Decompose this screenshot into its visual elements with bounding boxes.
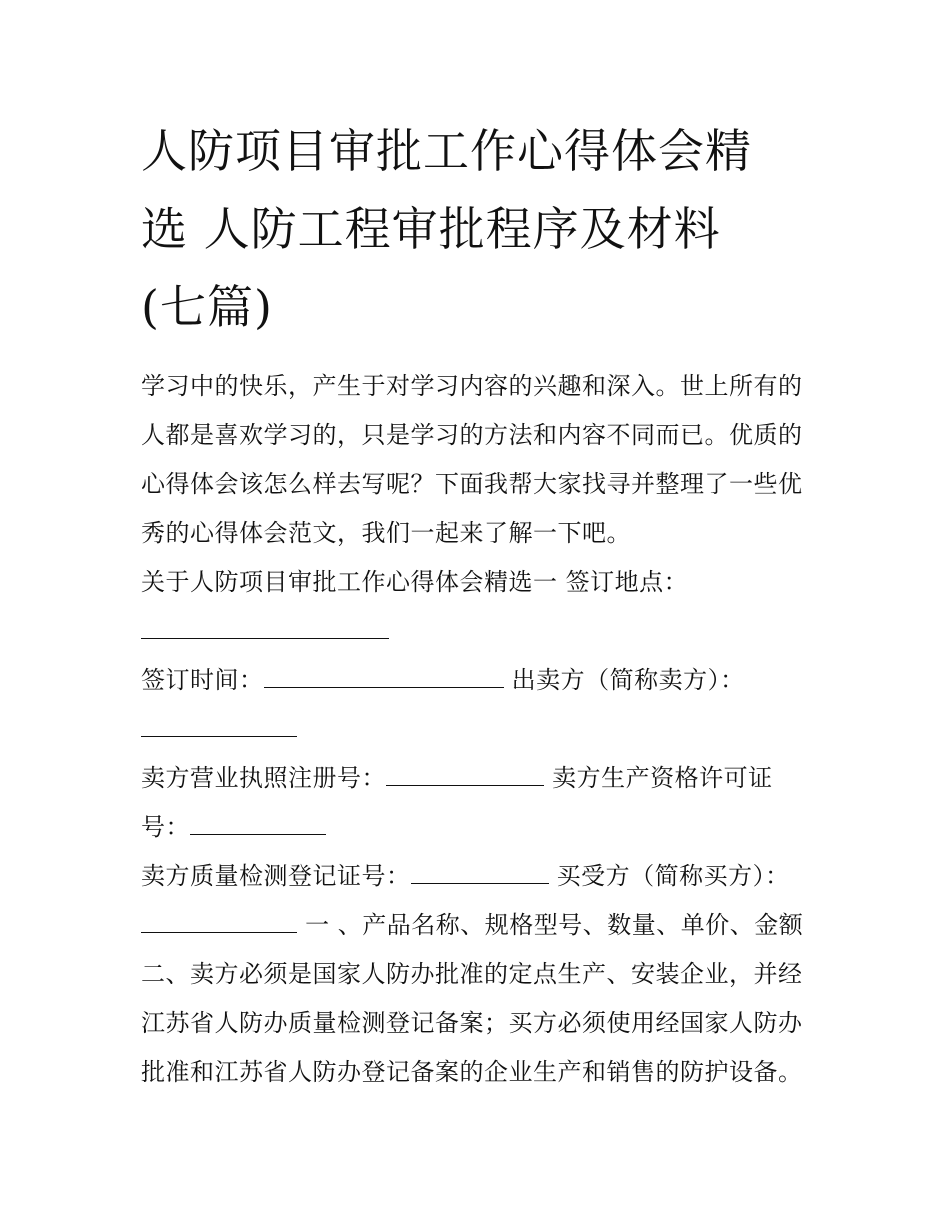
seller-license-line	[141, 754, 821, 803]
clause-line: 二、卖方必须是国家人防办批准的定点生产、安装企业，并经	[141, 960, 803, 988]
title-line: 人防项目审批工作心得体会精	[141, 124, 752, 178]
item-one: 一 、产品名称、规格型号、数量、单价、金额	[297, 911, 804, 939]
seller-blank-line	[141, 705, 821, 754]
seller-permit-blank	[190, 810, 326, 835]
buyer-label: 买受方（简称买方）：	[548, 862, 790, 890]
seller-permit-label-cont: 号：	[141, 813, 190, 841]
clause-line: 江苏省人防办质量检测登记备案；买方必须使用经国家人防办	[141, 1009, 803, 1037]
seller-quality-line	[141, 852, 821, 901]
title-line: (七篇)	[141, 280, 273, 334]
buyer-line	[141, 901, 821, 950]
seller-permit-label: 卖方生产资格许可证	[544, 764, 773, 792]
sign-time-label: 签订时间：	[141, 666, 264, 694]
sign-place-blank-line	[141, 607, 821, 656]
seller-permit-line	[141, 803, 821, 852]
sign-place-blank	[141, 614, 389, 639]
intro-line: 学习中的快乐，产生于对学习内容的兴趣和深入。世上所有的	[141, 372, 803, 400]
intro-line: 人都是喜欢学习的，只是学习的方法和内容不同而已。优质的	[141, 421, 803, 449]
sign-time-blank	[264, 663, 504, 688]
buyer-blank	[141, 908, 297, 933]
seller-quality-blank	[411, 859, 549, 884]
intro-line: 秀的心得体会范文，我们一起来了解一下吧。	[141, 519, 631, 547]
clause-line: 批准和江苏省人防办登记备案的企业生产和销售的防护设备。	[141, 1058, 803, 1086]
sign-time-line	[141, 656, 821, 705]
title-line: 选 人防工程审批程序及材料	[141, 202, 721, 256]
seller-license-label: 卖方营业执照注册号：	[141, 764, 386, 792]
seller-label: 出卖方（简称卖方）：	[503, 666, 745, 694]
seller-blank	[141, 712, 297, 737]
document-title	[141, 112, 821, 346]
document-body	[141, 362, 821, 1097]
document-page	[141, 112, 821, 1097]
intro-line: 心得体会该怎么样去写呢？下面我帮大家找寻并整理了一些优	[141, 470, 803, 498]
seller-quality-label: 卖方质量检测登记证号：	[141, 862, 411, 890]
section-heading: 关于人防项目审批工作心得体会精选一 签订地点：	[141, 568, 689, 596]
seller-license-blank	[386, 761, 544, 786]
